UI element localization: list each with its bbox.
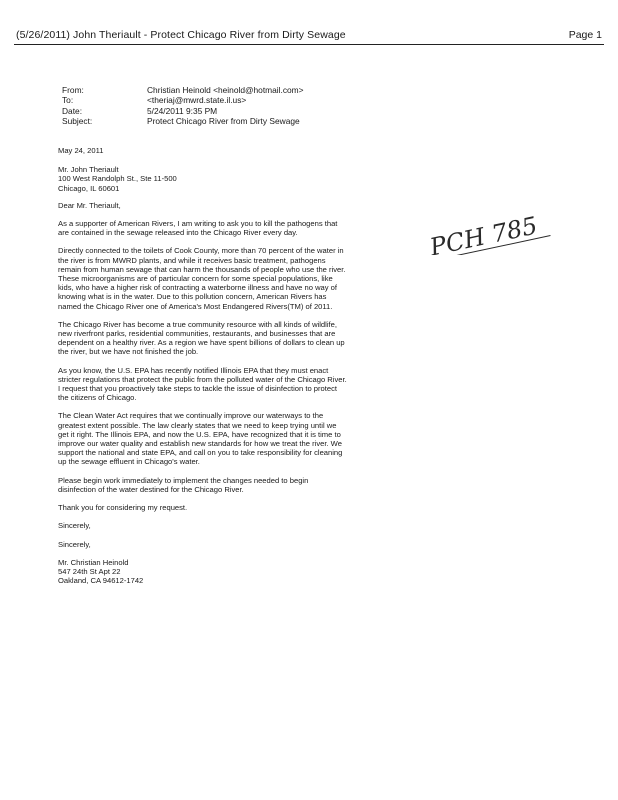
paragraph: Thank you for considering my request. <box>58 503 188 513</box>
signature-line: 547 24th St Apt 22 <box>58 566 121 576</box>
paragraph: The Chicago River has become a true community resource with all kinds of wildlife, new riverfront parks, residential communities, restaurants, and businesses that are dependent on a healthy river. As a region we have spent billions of dollars to clean up the river, but we have not finished the job. <box>58 319 345 357</box>
meta-row-to <box>62 95 304 105</box>
meta-label: From: <box>62 85 84 95</box>
paragraph: Directly connected to the toilets of Cook County, more than 70 percent of the water in the river is from MWRD plants, and while it receives basic treatment, pathogens remain from human sewage that can harm the thousands of people who use the river. These microorganisms are of particular concern for some special populations, like kids, who have a higher risk of contracting a waterborne illness and have no way of knowing what is in the water. Due to this pollution concern, American Rivers has named the Chicago River one of America's Most Endangered Rivers(TM) of 2011. <box>58 246 346 311</box>
address-line: Chicago, IL 60601 <box>58 183 120 193</box>
letter-date: May 24, 2011 <box>58 146 104 155</box>
salutation: Dear Mr. Theriault, <box>58 200 121 210</box>
signature-line: Oakland, CA 94612-1742 <box>58 576 144 586</box>
meta-value: Protect Chicago River from Dirty Sewage <box>147 115 300 126</box>
letter-body <box>58 146 348 585</box>
signature-block <box>58 558 348 586</box>
handwritten-stamp <box>420 205 560 255</box>
stamp-graphic <box>420 205 560 255</box>
meta-label: Date: <box>62 105 83 116</box>
signature-line: Mr. Christian Heinold <box>58 557 129 567</box>
paragraph: The Clean Water Act requires that we continually improve our waterways to the greatest extent possible. The law clearly states that we need to keep trying until we get it right. The Illinois EPA, and now the U.S. EPA, have recognized that it is time to improve our water quality and establish new standards for how we treat the river. We support the national and state EPA, and call on you to take responsibility for cleaning up the sewage effluent in Chicago's water. <box>58 411 343 467</box>
meta-value: <theriaj@mwrd.state.il.us> <box>147 95 247 106</box>
header-title: (5/26/2011) John Theriault - Protect Chicago River from Dirty Sewage <box>16 29 346 41</box>
page-header <box>14 29 604 43</box>
recipient-address <box>58 165 348 193</box>
meta-label: To: <box>62 95 74 106</box>
address-line: 100 West Randolph St., Ste 11-500 <box>58 174 177 184</box>
meta-row-subject <box>62 116 304 126</box>
closing: Sincerely, <box>58 521 91 531</box>
meta-row-from <box>62 85 304 95</box>
meta-label: Subject: <box>62 115 93 126</box>
stamp-text: PCH 785 <box>427 211 540 255</box>
paragraph: Please begin work immediately to implement the changes needed to begin disinfection of the water destined for the Chicago River. <box>58 475 309 494</box>
closing: Sincerely, <box>58 539 91 549</box>
paragraph: As you know, the U.S. EPA has recently notified Illinois EPA that they must enact stricter regulations that protect the public from the polluted water of the Chicago River. I request that you proactively take steps to tackle the issue of disinfection to protect the citizens of Chicago. <box>58 365 347 403</box>
meta-value: 5/24/2011 9:35 PM <box>147 105 218 116</box>
paragraph: As a supporter of American Rivers, I am writing to ask you to kill the pathogens that are contained in the sewage released into the Chicago River every day. <box>58 219 338 238</box>
header-rule <box>14 44 604 45</box>
email-meta <box>62 85 304 126</box>
meta-value: Christian Heinold <heinold@hotmail.com> <box>147 85 304 95</box>
address-line: Mr. John Theriault <box>58 165 119 175</box>
header-page-number: Page 1 <box>568 29 602 41</box>
meta-row-date <box>62 106 304 116</box>
